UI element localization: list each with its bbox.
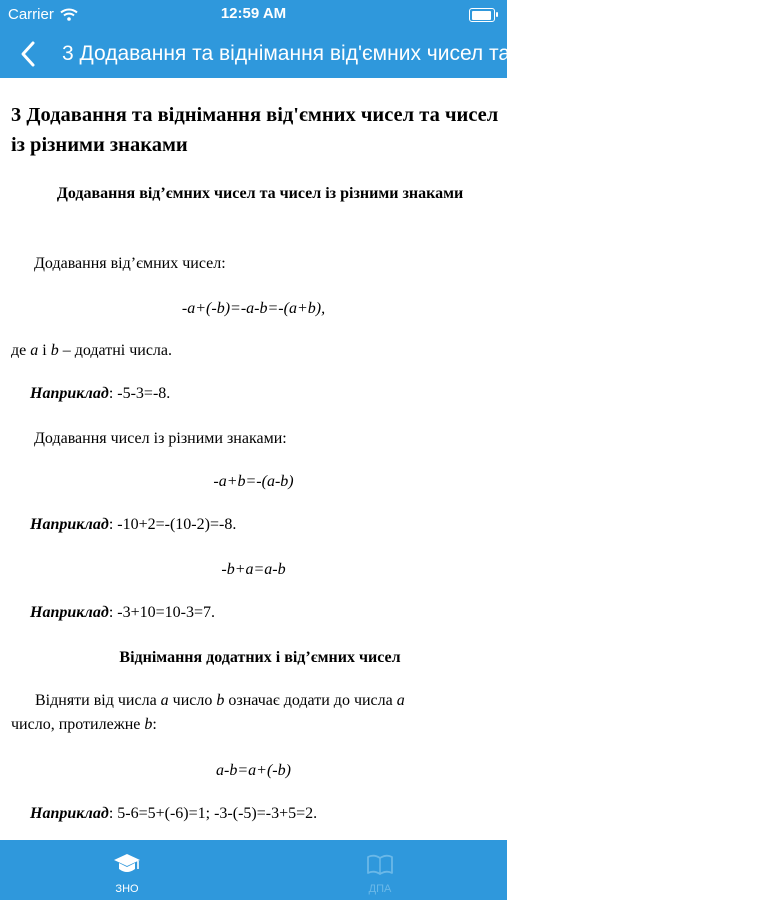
status-bar — [0, 0, 507, 30]
section-title-addition: Додавання від’ємних чисел та чисел із різними знаками — [56, 185, 464, 202]
carrier-label: Carrier — [8, 6, 54, 23]
text-fragment: і — [38, 342, 51, 359]
navigation-bar — [0, 30, 760, 78]
example-4 — [30, 802, 317, 826]
paragraph-negative-addition: Додавання від’ємних чисел: — [34, 255, 226, 272]
example-3 — [30, 601, 215, 625]
text-fragment: число, протилежне — [11, 716, 145, 733]
text-fragment: означає додати до числа — [224, 692, 397, 709]
tab-label: ДПА — [368, 883, 392, 895]
example-label: Наприклад — [30, 604, 109, 621]
formula-commutative: -b+a=a-b — [221, 561, 286, 578]
chevron-left-icon — [20, 41, 36, 67]
example-label: Наприклад — [30, 805, 109, 822]
text-fragment: де — [11, 342, 31, 359]
text-fragment: Відняти від числа — [35, 692, 161, 709]
formula-mixed-signs: -a+b=-(a-b) — [213, 473, 294, 490]
text-fragment: : — [152, 716, 157, 733]
paragraph-mixed-signs: Додавання чисел із різними знаками: — [34, 430, 287, 447]
formula-subtraction: a-b=a+(-b) — [216, 762, 291, 779]
example-label: Наприклад — [30, 516, 109, 533]
paragraph-variables-note — [11, 339, 172, 363]
example-1 — [30, 382, 170, 406]
battery-icon — [469, 8, 495, 22]
book-icon — [364, 848, 396, 880]
tab-zno[interactable] — [67, 840, 187, 900]
example-text: : 5-6=5+(-6)=1; -3-(-5)=-3+5=2. — [108, 805, 318, 822]
variable-a: a — [396, 692, 405, 709]
example-text: : -5-3=-8. — [108, 385, 171, 402]
example-text: : -10+2=-(10-2)=-8. — [108, 516, 237, 533]
nav-title: 3 Додавання та віднімання від'ємних чисел та чисел із різними знаками — [62, 42, 760, 65]
graduation-cap-icon — [111, 848, 143, 880]
example-text: : -3+10=10-3=7. — [108, 604, 215, 621]
variable-a: a — [160, 692, 169, 709]
paragraph-subtraction-rule — [11, 689, 491, 737]
variable-b: b — [144, 716, 153, 733]
formula-negative-addition: -a+(-b)=-a-b=-(a+b), — [181, 300, 326, 317]
text-fragment: – додатні числа. — [58, 342, 173, 359]
section-title-subtraction: Віднімання додатних і від’ємних чисел — [119, 649, 401, 666]
text-fragment: число — [168, 692, 217, 709]
variable-b: b — [50, 342, 59, 359]
tab-bar — [0, 840, 507, 900]
page-title: 3 Додавання та віднімання від'ємних чисел та чисел із різними знаками — [11, 104, 499, 156]
variable-b: b — [216, 692, 225, 709]
back-button[interactable] — [12, 38, 44, 70]
tab-label: ЗНО — [115, 883, 139, 895]
tab-dpa[interactable] — [320, 840, 440, 900]
example-label: Наприклад — [30, 385, 109, 402]
example-2 — [30, 513, 236, 537]
article-content[interactable] — [0, 78, 507, 840]
variable-a: a — [30, 342, 39, 359]
status-time: 12:59 AM — [220, 5, 287, 22]
